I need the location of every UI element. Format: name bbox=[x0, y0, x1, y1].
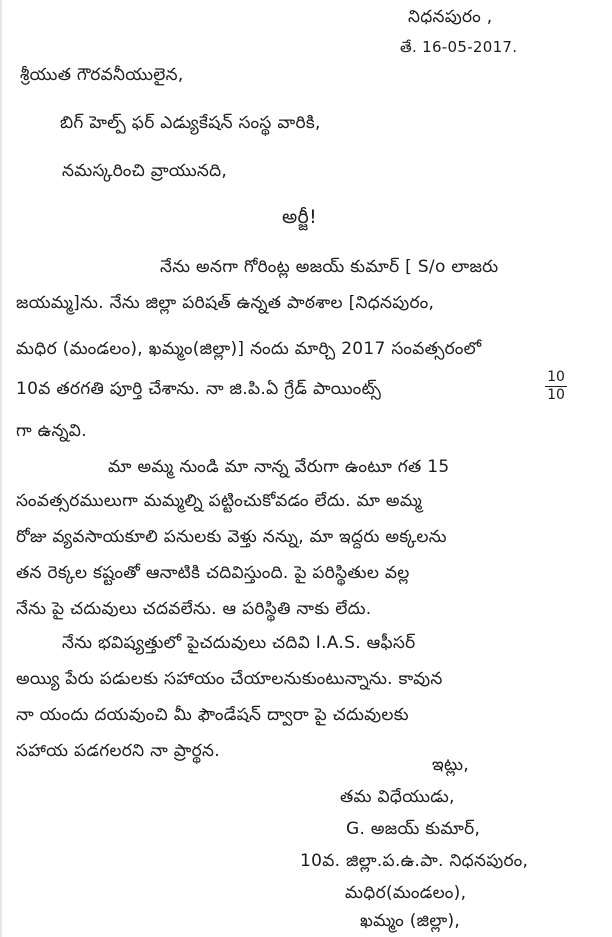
body-line: సహాయ పడగలరని నా ప్రార్థన. bbox=[16, 741, 220, 761]
signature-mandal: మధిర(మండలం), bbox=[345, 883, 467, 903]
body-line: సంవత్సరములుగా మమ్మల్ని పట్టించుకోవడం లేదు. మా అమ్మ bbox=[16, 491, 423, 511]
closing-obedient: తమ విధేయుడు, bbox=[340, 787, 455, 807]
body-line: నేను అనగా గోరింట్ల అజయ్ కుమార్ [ S/o లాజరు bbox=[160, 257, 499, 277]
body-line: నా యందు దయవుంచి మీ ఫౌండేషన్ ద్వారా పై చదువులకు bbox=[16, 705, 409, 725]
body-line: తన రెక్కల కష్టంతో ఆనాటికి చదివిస్తుంది. పై పరిస్థితుల వల్ల bbox=[16, 563, 410, 583]
greeting-line: నమస్కరించి వ్రాయునది, bbox=[62, 161, 228, 181]
body-line: నేను భవిష్యత్తులో పైచదువులు చదివి I.A.S. ఆఫీసర్ bbox=[62, 633, 416, 653]
signature-name: G. అజయ్ కుమార్, bbox=[346, 819, 481, 839]
body-line: మా అమ్మ నుండి మా నాన్న వేరుగా ఉంటూ గత 15 bbox=[108, 457, 450, 477]
body-line: రోజు వ్యవసాయకూలి పనులకు వెళ్తు నన్ను, మా ఇద్దరు అక్కలను bbox=[16, 527, 447, 547]
subject-heading: అర్జీ! bbox=[282, 206, 317, 228]
scan-edge bbox=[0, 0, 2, 937]
body-line: మధిర (మండలం), ఖమ్మం(జిల్లా)] నందు మార్చి 2017 సంవత్సరంలో bbox=[16, 339, 482, 359]
address-salutation: శ్రీయుత గౌరవనీయులైన, bbox=[20, 65, 184, 85]
address-organization: బిగ్ హెల్ప్ ఫర్ ఎడ్యుకేషన్ సంస్థ వారికి, bbox=[60, 113, 321, 133]
body-line: గా ఉన్నవి. bbox=[16, 421, 87, 441]
signature-school: 10వ. జిల్లా.ప.ఉ.పా. నిధనపురం, bbox=[300, 851, 529, 871]
body-line: అయ్యి పేరు పడులకు సహాయం చేయాలనుకుంటున్నాను. కావున bbox=[16, 669, 443, 689]
gpa-fraction bbox=[545, 370, 567, 403]
place-line: నిధనపురం , bbox=[408, 7, 493, 27]
gpa-numerator: 10 bbox=[547, 369, 565, 385]
body-line: నేను పై చదువులు చదవలేను. ఆ పరిస్థితి నాకు లేదు. bbox=[16, 599, 372, 619]
body-line: 10వ తరగతి పూర్తి చేశాను. నా జి.పి.ఏ గ్రేడ్ పాయింట్స్ bbox=[16, 379, 382, 399]
body-line: జయమ్మ]ను. నేను జిల్లా పరిషత్ ఉన్నత పాఠశాల [నిధనపురం, bbox=[16, 293, 435, 313]
closing-itlu: ఇట్లు, bbox=[432, 755, 470, 775]
signature-district: ఖమ్మం (జిల్లా), bbox=[360, 911, 461, 931]
gpa-denominator: 10 bbox=[547, 387, 565, 403]
date-line: తే. 16-05-2017. bbox=[400, 38, 518, 56]
